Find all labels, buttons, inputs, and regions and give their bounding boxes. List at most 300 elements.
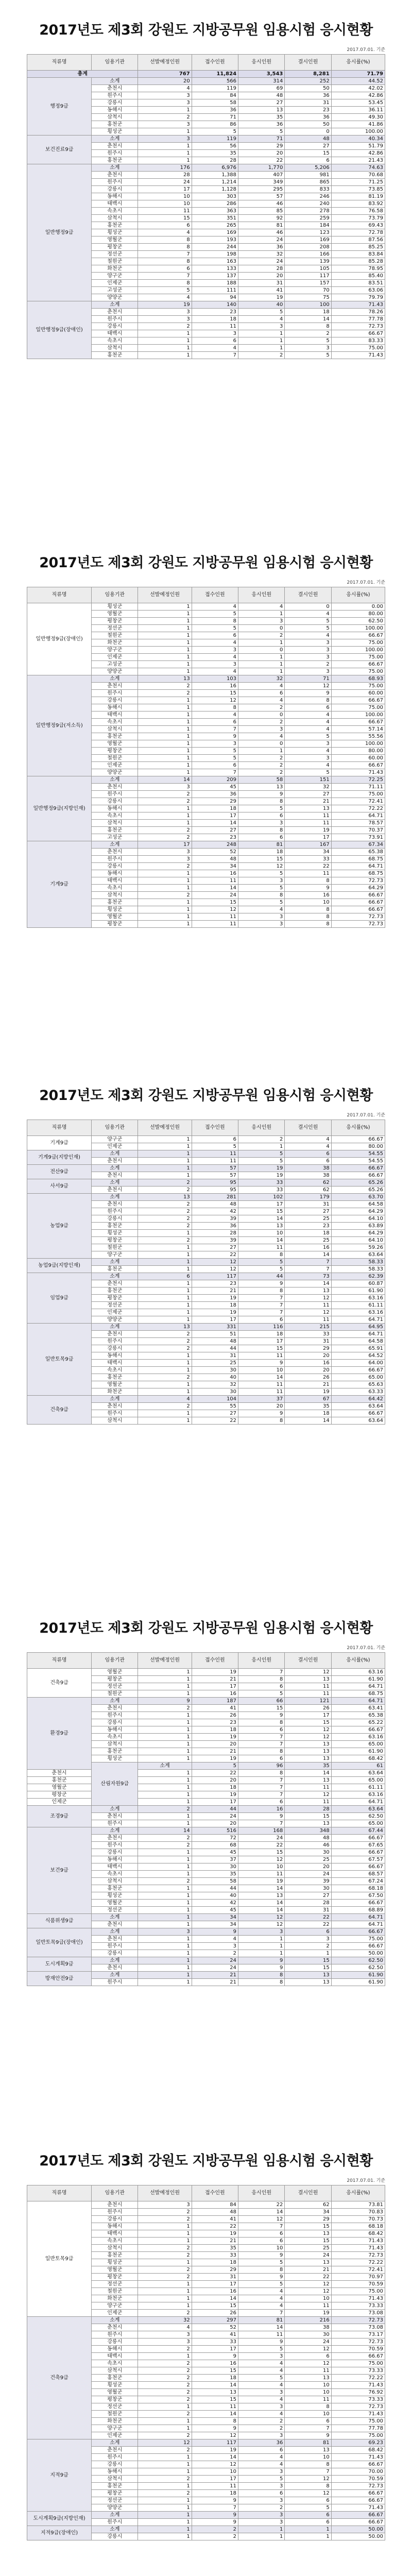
absent-count-cell: 167	[285, 841, 331, 849]
planned-count-cell: 2	[138, 683, 192, 690]
applicant-count-cell: 9	[192, 1928, 238, 1936]
absent-count-cell: 20	[285, 1863, 331, 1871]
planned-count-cell: 9	[138, 1698, 192, 1705]
agency-cell: 평창군	[92, 2490, 138, 2497]
applicant-count-cell: 45	[192, 1849, 238, 1856]
agency-cell: 횡성군	[92, 2382, 138, 2389]
table-row	[27, 2512, 385, 2519]
rate-cell: 65.00	[331, 1374, 385, 1381]
rate-cell: 75.00	[331, 668, 385, 675]
rate-cell: 78.26	[331, 309, 385, 316]
rate-cell: 64.71	[331, 1698, 385, 1705]
rate-cell: 64.95	[331, 1324, 385, 1331]
applicant-count-cell: 163	[192, 258, 238, 265]
absent-count-cell: 8	[285, 913, 331, 921]
applicant-count-cell: 5	[192, 1143, 238, 1150]
absent-count-cell: 11	[285, 2367, 331, 2375]
job-category-cell: 일반토목9급	[27, 2201, 92, 2317]
planned-count-cell: 1	[138, 1367, 192, 1374]
applicant-count-cell: 19	[192, 1791, 238, 1799]
taken-count-cell: 9	[238, 791, 285, 798]
agency-cell: 강릉시	[92, 2216, 138, 2223]
planned-count-cell: 8	[138, 236, 192, 244]
agency-cell: 횡성군	[92, 128, 138, 135]
absent-count-cell: 151	[285, 776, 331, 784]
taken-count-cell: 1	[238, 1950, 285, 1957]
taken-count-cell: 8	[238, 1972, 285, 1979]
taken-count-cell: 4	[238, 2288, 285, 2295]
absent-count-cell: 70	[285, 287, 331, 294]
absent-count-cell: 25	[285, 1856, 331, 1863]
planned-count-cell: 1	[138, 1165, 192, 1172]
absent-count-cell: 23	[285, 1223, 331, 1230]
applicant-count-cell: 95	[192, 1179, 238, 1187]
agency-cell: 삼척시	[92, 820, 138, 827]
applicant-count-cell: 20	[192, 1741, 238, 1748]
planned-count-cell: 1	[138, 1892, 192, 1900]
taken-count-cell: 36	[238, 2439, 285, 2447]
taken-count-cell: 3	[238, 726, 285, 733]
agency-cell: 영월군	[92, 2266, 138, 2274]
planned-count-cell: 1	[138, 1309, 192, 1316]
applicant-count-cell: 2	[192, 2533, 238, 2540]
absent-count-cell: 9	[285, 2432, 331, 2439]
applicant-count-cell: 21	[192, 1979, 238, 1986]
table-row	[27, 1777, 385, 1784]
applicant-status-table	[27, 1652, 385, 1986]
rate-cell: 83.84	[331, 251, 385, 258]
agency-cell: 영월군	[92, 236, 138, 244]
taken-count-cell: 3	[238, 1928, 285, 1936]
planned-count-cell: 1	[138, 2512, 192, 2519]
applicant-count-cell: 95	[192, 1187, 238, 1194]
applicant-count-cell: 24	[192, 892, 238, 899]
rate-cell: 64.52	[331, 1352, 385, 1360]
agency-cell: 소계	[92, 1273, 138, 1280]
absent-count-cell: 13	[285, 1755, 331, 1762]
rate-cell: 67.57	[331, 1856, 385, 1863]
absent-count-cell: 11	[285, 1784, 331, 1791]
rate-cell: 67.34	[331, 841, 385, 849]
taken-count-cell: 4	[238, 316, 285, 323]
agency-cell: 소계	[92, 164, 138, 172]
planned-count-cell: 2	[138, 2367, 192, 2375]
absent-count-cell: 11	[285, 812, 331, 820]
planned-count-cell: 12	[138, 2439, 192, 2447]
planned-count-cell: 1	[138, 877, 192, 885]
rate-cell: 65.63	[331, 1381, 385, 1388]
table-header-row	[27, 55, 385, 71]
planned-count-cell: 2	[138, 2252, 192, 2259]
taken-count-cell: 81	[238, 2317, 285, 2324]
agency-cell: 동해시	[92, 1352, 138, 1360]
rate-cell: 44.52	[331, 78, 385, 85]
taken-count-cell: 85	[238, 208, 285, 215]
column-header: 직류명	[27, 55, 92, 71]
rate-cell: 61.90	[331, 1979, 385, 1986]
absent-count-cell: 12	[285, 2346, 331, 2353]
absent-count-cell: 4	[285, 719, 331, 726]
agency-cell: 원주시	[92, 316, 138, 323]
rate-cell: 57.14	[331, 726, 385, 733]
agency-cell: 속초시	[92, 885, 138, 892]
applicant-count-cell: 36	[192, 1223, 238, 1230]
planned-count-cell: 1	[138, 2425, 192, 2432]
absent-count-cell: 14	[285, 1280, 331, 1287]
applicant-count-cell: 58	[192, 1878, 238, 1885]
taken-count-cell: 37	[238, 1396, 285, 1403]
rate-cell: 67.24	[331, 1878, 385, 1885]
applicant-count-cell: 35	[192, 1871, 238, 1878]
applicant-count-cell: 41	[192, 1705, 238, 1712]
agency-cell: 강릉시	[92, 2338, 138, 2346]
applicant-count-cell: 18	[192, 316, 238, 323]
absent-count-cell: 11	[285, 2396, 331, 2403]
applicant-count-cell: 11	[192, 2403, 238, 2411]
agency-cell: 홍천군	[92, 222, 138, 229]
rate-cell: 72.41	[331, 798, 385, 805]
absent-count-cell: 14	[285, 1251, 331, 1259]
absent-count-cell: 62	[285, 1179, 331, 1187]
rate-cell: 71.79	[331, 71, 385, 78]
applicant-count-cell: 12	[192, 1259, 238, 1266]
agency-cell: 홍천군	[27, 1777, 92, 1784]
rate-cell: 64.29	[331, 1208, 385, 1215]
planned-count-cell: 1	[138, 1957, 192, 1964]
planned-count-cell: 1	[138, 2223, 192, 2230]
applicant-count-cell: 12	[192, 906, 238, 913]
planned-count-cell: 1	[138, 2302, 192, 2310]
agency-cell: 철원군	[92, 1690, 138, 1698]
absent-count-cell: 7	[285, 2425, 331, 2432]
absent-count-cell: 20	[285, 1352, 331, 1360]
agency-cell: 정선군	[92, 251, 138, 258]
applicant-count-cell: 48	[192, 1338, 238, 1345]
applicant-count-cell: 14	[192, 2382, 238, 2389]
rate-cell: 73.79	[331, 215, 385, 222]
column-header: 임용기관	[92, 1120, 138, 1136]
planned-count-cell: 10	[138, 200, 192, 208]
taken-count-cell: 349	[238, 179, 285, 186]
applicant-count-cell: 11	[192, 2483, 238, 2490]
absent-count-cell: 4	[285, 726, 331, 733]
applicant-count-cell: 35	[192, 150, 238, 157]
planned-count-cell: 1	[138, 625, 192, 632]
agency-cell: 원주시	[92, 1712, 138, 1719]
absent-count-cell: 2	[285, 330, 331, 337]
planned-count-cell: 1	[138, 1856, 192, 1863]
taken-count-cell: 8	[238, 1676, 285, 1683]
taken-count-cell: 31	[238, 280, 285, 287]
rate-cell: 75.00	[331, 683, 385, 690]
rate-cell: 78.57	[331, 820, 385, 827]
absent-count-cell: 10	[285, 2389, 331, 2396]
rate-cell: 75.00	[331, 704, 385, 711]
planned-count-cell: 2	[138, 114, 192, 121]
absent-count-cell: 5	[285, 352, 331, 359]
agency-cell: 동해시	[92, 2346, 138, 2353]
absent-count-cell: 16	[285, 892, 331, 899]
job-category-cell: 일반행정9급	[27, 164, 92, 301]
agency-cell: 소계	[92, 135, 138, 143]
applicant-count-cell: 9	[192, 2519, 238, 2526]
absent-count-cell: 38	[285, 1165, 331, 1172]
rate-cell: 65.26	[331, 1179, 385, 1187]
planned-count-cell: 4	[138, 1396, 192, 1403]
planned-count-cell: 1	[138, 1820, 192, 1827]
planned-count-cell: 1	[138, 726, 192, 733]
applicant-count-cell: 9	[192, 2497, 238, 2504]
planned-count-cell: 2	[138, 1237, 192, 1244]
absent-count-cell: 10	[285, 899, 331, 906]
planned-count-cell: 1	[138, 1172, 192, 1179]
agency-cell: 원주시	[92, 150, 138, 157]
taken-count-cell: 5	[238, 1150, 285, 1158]
taken-count-cell: 11	[238, 1388, 285, 1396]
agency-cell: 강릉시	[92, 798, 138, 805]
absent-count-cell: 27	[285, 1892, 331, 1900]
taken-count-cell: 3	[238, 2389, 285, 2396]
applicant-count-cell: 11	[192, 877, 238, 885]
table-row	[27, 1324, 385, 1331]
rate-cell: 42.86	[331, 150, 385, 157]
planned-count-cell: 13	[138, 675, 192, 683]
absent-count-cell: 19	[285, 1388, 331, 1396]
applicant-count-cell: 14	[192, 2454, 238, 2461]
column-header: 응시률(%)	[331, 1653, 385, 1669]
planned-count-cell: 1	[138, 128, 192, 135]
planned-count-cell: 1	[138, 1150, 192, 1158]
job-category-cell: 기계9급	[27, 1136, 92, 1150]
applicant-count-cell: 39	[192, 1215, 238, 1223]
applicant-count-cell: 56	[192, 143, 238, 150]
planned-count-cell: 3	[138, 849, 192, 856]
taken-count-cell: 1	[238, 330, 285, 337]
column-header: 직류명	[27, 1653, 92, 1669]
column-header: 임용기관	[92, 55, 138, 71]
table-row	[27, 2317, 385, 2324]
applicant-count-cell: 28	[192, 1230, 238, 1237]
absent-count-cell: 62	[285, 1187, 331, 1194]
table-row	[27, 1799, 385, 1806]
applicant-count-cell: 5	[192, 755, 238, 762]
applicant-count-cell: 248	[192, 841, 238, 849]
agency-cell: 홍천군	[92, 2252, 138, 2259]
planned-count-cell: 1	[138, 1799, 192, 1806]
taken-count-cell: 1	[238, 345, 285, 352]
rate-cell: 64.71	[331, 1316, 385, 1324]
planned-count-cell: 13	[138, 1324, 192, 1331]
applicant-count-cell: 16	[192, 870, 238, 877]
agency-cell: 평창군	[92, 748, 138, 755]
absent-count-cell: 7	[285, 1266, 331, 1273]
rate-cell: 61.90	[331, 1287, 385, 1295]
applicant-count-cell: 13	[192, 2389, 238, 2396]
planned-count-cell: 1	[138, 1907, 192, 1914]
rate-cell: 67.44	[331, 1827, 385, 1835]
taken-count-cell: 8	[238, 1770, 285, 1777]
planned-count-cell: 1	[138, 740, 192, 748]
rate-cell: 66.67	[331, 2461, 385, 2468]
rate-cell: 72.73	[331, 921, 385, 928]
taken-count-cell: 8	[238, 1417, 285, 1425]
table-row	[27, 2439, 385, 2447]
rate-cell: 0.00	[331, 603, 385, 611]
absent-count-cell: 3	[285, 740, 331, 748]
page-title: 2017년도 제3회 강원도 지방공무원 임용시험 응시현황	[39, 1088, 373, 1104]
applicant-count-cell: 96	[238, 1762, 285, 1770]
taken-count-cell: 15	[238, 1849, 285, 1856]
planned-count-cell: 1	[138, 1669, 192, 1676]
agency-cell: 소계	[92, 1179, 138, 1187]
job-category-cell: 임업9급	[27, 1273, 92, 1324]
planned-count-cell: 3	[138, 2201, 192, 2209]
planned-count-cell: 28	[138, 172, 192, 179]
job-category-cell: 사서9급	[27, 1179, 92, 1194]
taken-count-cell: 33	[238, 1179, 285, 1187]
applicant-count-cell: 12	[192, 2461, 238, 2468]
taken-count-cell: 3	[238, 2432, 285, 2439]
absent-count-cell: 12	[285, 1791, 331, 1799]
taken-count-cell: 3,543	[238, 71, 285, 78]
rate-cell: 83.33	[331, 337, 385, 345]
taken-count-cell: 3	[238, 2403, 285, 2411]
taken-count-cell: 5	[238, 2346, 285, 2353]
rate-cell: 73.08	[331, 2310, 385, 2317]
absent-count-cell: 6	[285, 1928, 331, 1936]
agency-cell: 원주시	[92, 2209, 138, 2216]
planned-count-cell: 2	[138, 2490, 192, 2497]
absent-count-cell: 5	[285, 337, 331, 345]
planned-count-cell: 4	[138, 294, 192, 301]
planned-count-cell: 1	[138, 1914, 192, 1921]
rate-cell: 100.00	[331, 625, 385, 632]
absent-count-cell: 121	[285, 1698, 331, 1705]
absent-count-cell: 13	[285, 2230, 331, 2238]
applicant-count-cell: 19	[192, 1669, 238, 1676]
absent-count-cell: 4	[285, 1143, 331, 1150]
agency-cell: 원주시	[92, 2454, 138, 2461]
agency-cell: 양양군	[92, 769, 138, 776]
agency-cell: 영월군	[27, 1784, 92, 1791]
reference-date: 2017.07.01. 기준	[347, 2178, 385, 2183]
applicant-count-cell: 15	[192, 2302, 238, 2310]
table-row	[27, 1791, 385, 1799]
rate-cell: 65.38	[331, 849, 385, 856]
absent-count-cell: 71	[285, 675, 331, 683]
applicant-count-cell: 11	[192, 921, 238, 928]
applicant-count-cell: 16	[192, 2288, 238, 2295]
agency-cell: 정선군	[92, 2403, 138, 2411]
absent-count-cell: 17	[285, 834, 331, 841]
agency-cell: 춘천시	[92, 1813, 138, 1820]
absent-count-cell: 13	[285, 1748, 331, 1755]
absent-count-cell: 29	[285, 1345, 331, 1352]
agency-cell: 평창군	[92, 244, 138, 251]
job-category-cell: 농업9급	[27, 1194, 92, 1259]
planned-count-cell: 2	[138, 1331, 192, 1338]
taken-count-cell: 18	[238, 849, 285, 856]
taken-count-cell: 1	[238, 748, 285, 755]
job-category-cell: 일반토목9급(장애인)	[27, 1928, 92, 1957]
planned-count-cell: 1	[138, 719, 192, 726]
planned-count-cell: 2	[138, 2476, 192, 2483]
agency-cell: 양양군	[92, 668, 138, 675]
taken-count-cell: 5	[238, 1690, 285, 1698]
absent-count-cell: 11	[285, 870, 331, 877]
planned-count-cell: 7	[138, 273, 192, 280]
rate-cell: 75.00	[331, 639, 385, 647]
applicant-count-cell: 14	[192, 2295, 238, 2302]
planned-count-cell: 2	[138, 2389, 192, 2396]
column-header: 선발예정인원	[138, 2185, 192, 2201]
agency-cell: 태백시	[92, 711, 138, 719]
reference-date: 2017.07.01. 기준	[347, 580, 385, 585]
rate-cell: 66.67	[331, 1943, 385, 1950]
applicant-count-cell: 9	[192, 2425, 238, 2432]
planned-count-cell: 2	[138, 2447, 192, 2454]
taken-count-cell: 8	[238, 1287, 285, 1295]
absent-count-cell: 5	[285, 733, 331, 740]
absent-count-cell: 3	[285, 755, 331, 762]
absent-count-cell: 61	[331, 1762, 385, 1770]
taken-count-cell: 7	[238, 1734, 285, 1741]
reference-date: 2017.07.01. 기준	[347, 1646, 385, 1651]
taken-count-cell: 81	[238, 841, 285, 849]
applicant-count-cell: 42	[192, 1208, 238, 1215]
table-row	[27, 164, 385, 172]
rate-cell: 68.42	[331, 2447, 385, 2454]
rate-cell: 65.00	[331, 1820, 385, 1827]
rate-cell: 68.75	[331, 856, 385, 863]
taken-count-cell: 6	[238, 1726, 285, 1734]
taken-count-cell: 8	[238, 1251, 285, 1259]
table-row	[27, 78, 385, 85]
taken-count-cell: 8	[238, 2266, 285, 2274]
taken-count-cell: 102	[238, 1194, 285, 1201]
absent-count-cell: 2	[285, 661, 331, 668]
absent-count-cell: 252	[285, 78, 331, 85]
absent-count-cell: 6	[285, 1158, 331, 1165]
applicant-count-cell: 29	[192, 798, 238, 805]
agency-cell: 횡성군	[92, 1230, 138, 1237]
absent-count-cell: 11	[285, 1683, 331, 1690]
agency-cell: 철원군	[92, 755, 138, 762]
applicant-count-cell: 8	[192, 2418, 238, 2425]
planned-count-cell: 1	[138, 1863, 192, 1871]
applicant-count-cell: 187	[192, 1698, 238, 1705]
absent-count-cell: 35	[285, 1403, 331, 1410]
rate-cell: 50.00	[331, 2533, 385, 2540]
agency-cell: 소계	[92, 675, 138, 683]
taken-count-cell: 6	[238, 2230, 285, 2238]
absent-count-cell: 13	[285, 1287, 331, 1295]
agency-cell: 삼척시	[92, 114, 138, 121]
taken-count-cell: 6	[238, 690, 285, 697]
taken-count-cell: 5	[238, 2476, 285, 2483]
agency-cell: 인제군	[92, 654, 138, 661]
table-row	[27, 1972, 385, 1979]
absent-count-cell: 31	[285, 1907, 331, 1914]
agency-cell: 춘천시	[92, 1158, 138, 1165]
planned-count-cell: 1	[138, 1871, 192, 1878]
taken-count-cell: 1	[238, 1936, 285, 1943]
rate-cell: 72.25	[331, 776, 385, 784]
absent-count-cell: 11	[285, 1690, 331, 1698]
rate-cell: 72.73	[331, 2317, 385, 2324]
agency-cell: 태백시	[92, 1863, 138, 1871]
absent-count-cell: 75	[285, 294, 331, 301]
